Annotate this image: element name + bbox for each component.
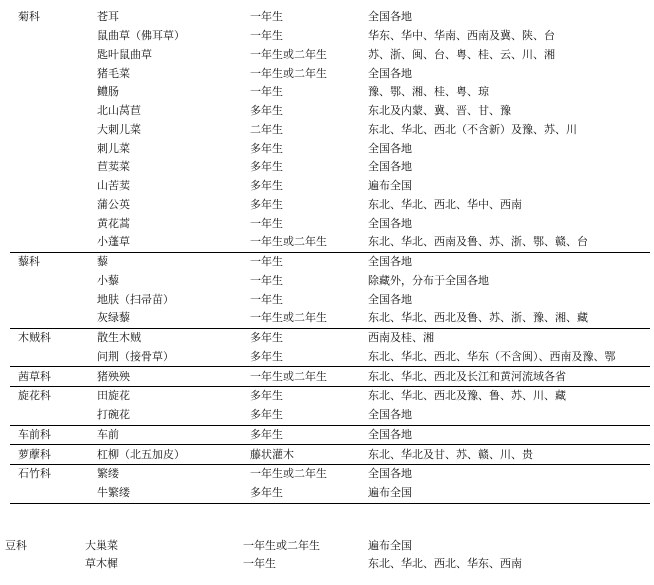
life-form-cell: 多年生 (245, 387, 360, 406)
life-form-cell: 多年生 (245, 328, 360, 347)
life-form-cell: 多年生 (250, 179, 283, 193)
family-cell: 石竹科 (10, 465, 85, 484)
distribution-cell: 东北、华北、西北及豫、鲁、苏、川、藏 (360, 387, 650, 406)
life-form-cell: 一年生或二年生 (250, 47, 327, 61)
weed-species-table (10, 8, 650, 504)
species-cell: 黄花蒿 (97, 216, 130, 230)
distribution-cell: 全国各地 (360, 425, 650, 445)
species-cell: 北山莴苣 (97, 104, 141, 118)
life-form-cell: 二年生 (250, 122, 283, 136)
table-row (10, 328, 650, 347)
life-form-cell: 一年生或二年生 (250, 235, 327, 249)
life-form-cell: 一年生 (250, 216, 283, 230)
table-row (10, 196, 650, 215)
species-cell: 猪殃殃 (85, 367, 245, 387)
life-form-cell: 多年生 (250, 141, 283, 155)
life-form-cell: 一年生或二年生 (245, 367, 360, 387)
family-cell: 藜科 (10, 252, 85, 271)
species-cell: 地肤（扫帚苗） (97, 292, 174, 306)
family-cell (10, 484, 85, 503)
legume-family-table (5, 537, 650, 573)
family-cell (10, 348, 85, 367)
distribution-cell: 全国各地 (368, 141, 412, 155)
table-row (5, 555, 650, 573)
species-cell: 灰绿藜 (97, 311, 130, 325)
life-form-cell: 一年生 (250, 273, 283, 287)
life-form-cell: 藤状灌木 (245, 445, 360, 465)
life-form-cell: 一年生 (250, 29, 283, 43)
distribution-cell: 全国各地 (360, 465, 650, 484)
distribution-cell: 遍布全国 (360, 484, 650, 503)
family-cell: 茜草科 (10, 367, 85, 387)
species-cell: 小蓬草 (97, 235, 130, 249)
distribution-cell: 东北、华北、西北及长江和黄河流域各省 (360, 367, 650, 387)
species-cell: 蒲公英 (97, 197, 130, 211)
life-form-cell: 一年生 (250, 85, 283, 99)
species-cell: 问荆（接骨草） (97, 349, 174, 363)
family-cell: 豆科 (5, 539, 27, 552)
species-cell: 匙叶鼠曲草 (97, 47, 152, 61)
distribution-cell: 遍布全国 (368, 179, 412, 193)
distribution-cell: 全国各地 (368, 292, 412, 306)
life-form-cell: 一年生 (250, 292, 283, 306)
table-row (10, 465, 650, 484)
species-cell: 草木樨 (85, 557, 118, 570)
species-cell: 苣荬菜 (97, 160, 130, 174)
life-form-cell: 多年生 (245, 484, 360, 503)
table-row (10, 139, 650, 158)
family-cell (10, 196, 85, 215)
life-form-cell: 多年生 (245, 425, 360, 445)
family-cell (10, 64, 85, 83)
life-form-cell: 多年生 (250, 408, 283, 422)
species-cell: 小藜 (97, 273, 119, 287)
family-cell (10, 139, 85, 158)
species-cell: 车前 (85, 425, 245, 445)
distribution-cell: 除藏外，分布于全国各地 (368, 273, 489, 287)
table-row (10, 46, 650, 65)
species-cell: 藜 (85, 252, 245, 271)
family-cell (10, 177, 85, 196)
family-cell: 旋花科 (10, 387, 85, 406)
life-form-cell: 一年生或二年生 (250, 66, 327, 80)
species-cell: 打碗花 (97, 408, 130, 422)
life-form-cell: 多年生 (250, 197, 283, 211)
life-form-cell: 一年生 (250, 10, 283, 24)
table-row (10, 102, 650, 121)
table-row (10, 214, 650, 233)
life-form-cell: 一年生或二年生 (250, 311, 327, 325)
life-form-cell: 一年生或二年生 (245, 465, 360, 484)
distribution-cell: 东北、华北、西北、华中、西南 (368, 197, 522, 211)
family-cell: 木贼科 (10, 328, 85, 347)
table-row (10, 484, 650, 503)
distribution-cell: 西南及桂、湘 (360, 328, 650, 347)
distribution-cell: 全国各地 (368, 408, 412, 422)
distribution-cell: 东北及内蒙、冀、晋、甘、豫 (368, 104, 511, 118)
species-cell: 散生木贼 (85, 328, 245, 347)
table-row (10, 252, 650, 271)
species-cell: 猪毛菜 (97, 66, 130, 80)
table-row (10, 83, 650, 102)
distribution-cell: 豫、鄂、湘、桂、粤、琼 (368, 85, 489, 99)
family-cell (10, 158, 85, 177)
family-cell (10, 406, 85, 425)
table-row (10, 8, 650, 27)
species-cell: 杠柳（北五加皮） (85, 445, 245, 465)
table-row (10, 177, 650, 196)
family-cell (10, 272, 85, 291)
family-cell (10, 233, 85, 252)
family-cell: 菊科 (18, 10, 40, 24)
table-row (10, 425, 650, 445)
family-cell (10, 83, 85, 102)
table-row (10, 348, 650, 367)
family-cell: 萝藦科 (10, 445, 85, 465)
distribution-cell: 遍布全国 (368, 539, 412, 552)
table-row (10, 290, 650, 309)
distribution-cell: 苏、浙、闽、台、粤、桂、云、川、湘 (368, 47, 555, 61)
species-cell: 牛繁缕 (85, 484, 245, 503)
family-cell: 车前科 (10, 425, 85, 445)
species-cell: 鼠曲草（佛耳草） (97, 29, 185, 43)
family-cell (10, 102, 85, 121)
distribution-cell: 全国各地 (360, 252, 650, 271)
distribution-cell: 全国各地 (368, 66, 412, 80)
species-cell: 刺儿菜 (97, 141, 130, 155)
distribution-cell: 华东、华中、华南、西南及冀、陕、台 (368, 29, 555, 43)
table-row (10, 367, 650, 387)
species-cell: 繁缕 (85, 465, 245, 484)
table-row (10, 387, 650, 406)
species-cell: 鳢肠 (97, 85, 119, 99)
life-form-cell: 一年生 (245, 252, 360, 271)
family-cell (10, 214, 85, 233)
distribution-cell: 东北、华北及甘、苏、赣、川、贵 (360, 445, 650, 465)
table-body (10, 8, 650, 503)
family-cell (10, 27, 85, 46)
table-row (10, 406, 650, 425)
table-row (10, 233, 650, 252)
species-cell: 大巢菜 (85, 539, 118, 552)
species-cell: 大刺儿菜 (97, 122, 141, 136)
table-row (5, 537, 650, 555)
family-cell (10, 121, 85, 140)
distribution-cell: 全国各地 (368, 160, 412, 174)
family-cell (10, 290, 85, 309)
family-cell (10, 46, 85, 65)
life-form-cell: 一年生或二年生 (243, 539, 320, 552)
distribution-cell: 东北、华北、西北、华东、西南 (368, 557, 522, 570)
species-cell: 田旋花 (85, 387, 245, 406)
life-form-cell: 多年生 (250, 104, 283, 118)
table-row (10, 64, 650, 83)
species-cell: 山苦荬 (97, 179, 130, 193)
distribution-cell: 全国各地 (368, 10, 412, 24)
life-form-cell: 一年生 (243, 557, 276, 570)
table-row (10, 272, 650, 291)
table-row (10, 158, 650, 177)
table-row (10, 445, 650, 465)
distribution-cell: 东北、华北、西北（不含新）及豫、苏、川 (368, 122, 577, 136)
table-row (10, 27, 650, 46)
species-cell: 苍耳 (97, 10, 119, 24)
distribution-cell: 东北、华北、西南及鲁、苏、浙、鄂、赣、台 (368, 235, 588, 249)
distribution-cell: 东北、华北、西北及鲁、苏、浙、豫、湘、藏 (368, 311, 588, 325)
distribution-cell: 东北、华北、西北、华东（不含闽）、西南及豫、鄂 (368, 349, 616, 363)
life-form-cell: 多年生 (250, 349, 283, 363)
table-row (10, 309, 650, 328)
life-form-cell: 多年生 (250, 160, 283, 174)
legume-table-body (5, 537, 650, 573)
family-cell (10, 309, 85, 328)
table-row (10, 121, 650, 140)
family-cell (5, 555, 85, 573)
distribution-cell: 全国各地 (368, 216, 412, 230)
